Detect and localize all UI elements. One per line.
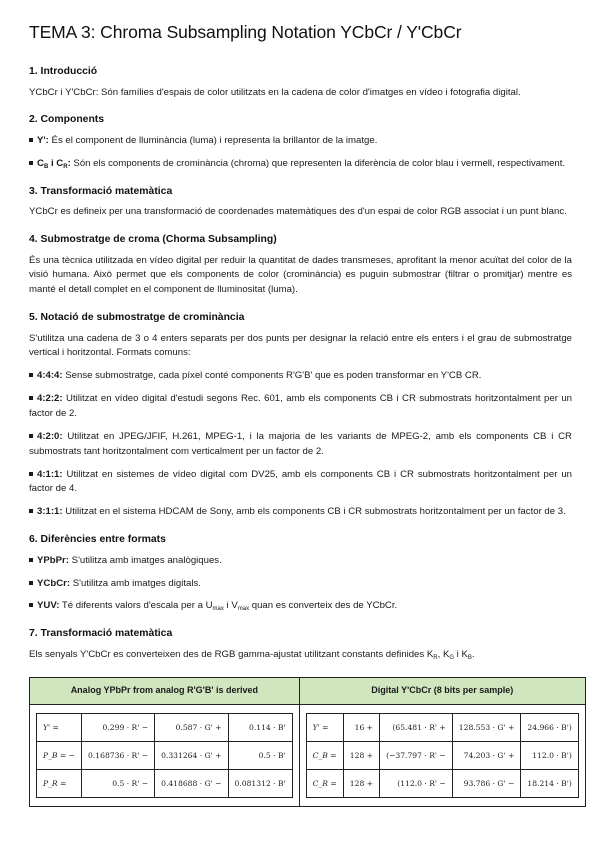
equation-row: [306, 741, 578, 769]
item-term: 3:1:1:: [37, 506, 63, 518]
item-text: Utilitzat en vídeo digital d'estudi segons Rec. 601, amb els components CB i CR submostrats horitzontalment per un factor de 2.: [29, 393, 572, 420]
item-term: [37, 158, 71, 169]
item-term: Y':: [37, 134, 49, 146]
item-term: YPbPr:: [37, 554, 69, 566]
section-heading: 1. Introducció: [29, 66, 98, 77]
paragraph: [29, 648, 572, 663]
equation-row: [37, 741, 293, 769]
term-subscript: B: [43, 163, 49, 170]
item-text: quan es converteix des de YCbCr.: [249, 600, 398, 612]
list-item: [29, 134, 572, 149]
paragraph: És una tècnica utilitzada en vídeo digital per reduir la quantitat de dades transmeses, aprofitant la menor acuïtat del color de la visió humana. Això permet que els components de color (crominància) es puguin submostrar (filtrar o promitjar) mentre es manté el detall complet en el component de lluminositat (luma).: [29, 254, 572, 296]
section-diferencies: [29, 533, 572, 614]
term-connector: i: [48, 157, 57, 169]
equation-row: [37, 713, 293, 741]
list-item: [29, 577, 572, 592]
equation-term: 0.114 · B': [228, 713, 292, 741]
bullet-square-icon: [29, 472, 33, 476]
item-text: Utilitzat en sistemes de vídeo digital com DV25, amb els components CB i CR submostrats horitzontalment per un factor de 4.: [29, 468, 572, 495]
paragraph: S'utilitza una cadena de 3 o 4 enters separats per dos punts per designar la relació entre els enters i el grau de submostratge vertical i horitzontal. Formats comuns:: [29, 332, 572, 359]
equation-lhs: C_B =: [306, 741, 343, 769]
equation-term: (112.0 · R' −: [380, 769, 453, 797]
item-term: YUV:: [37, 600, 60, 612]
bullet-square-icon: [29, 161, 33, 165]
list-item: [29, 430, 572, 460]
conversion-table: [29, 677, 586, 807]
bullet-square-icon: [29, 581, 33, 585]
paragraph: YCbCr i Y'CbCr: Són famílies d'espais de color utilitzats en la cadena de color d'imatges en vídeo i fotografia digital.: [29, 86, 521, 98]
equation-lhs: C_R =: [306, 769, 343, 797]
equation-term: 93.786 · G' −: [452, 769, 521, 797]
term-letter: C: [56, 157, 64, 169]
item-term: 4:1:1:: [37, 468, 63, 480]
paragraph-text: , K: [437, 648, 450, 660]
item-text: És el component de lluminància (luma) i representa la brillantor de la imatge.: [48, 134, 378, 146]
section-transformacio-2: [29, 627, 572, 806]
equation-lhs: Y' =: [37, 713, 82, 741]
subscript: G: [449, 654, 455, 661]
subscript: max: [212, 606, 224, 613]
equation-term: 0.081312 · B': [228, 769, 292, 797]
equation-lhs: P_R =: [37, 769, 82, 797]
item-text: Té diferents valors d'escala per a U: [59, 600, 213, 612]
equation-term: (−37.797 · R' −: [380, 741, 453, 769]
equation-lhs: P_B = −: [37, 741, 82, 769]
section-notacio: [29, 311, 572, 520]
digital-equations-cell: [299, 704, 585, 806]
section-heading: 7. Transformació matemàtica: [29, 628, 173, 640]
equation-term: 74.203 · G' +: [452, 741, 521, 769]
item-term: 4:2:0:: [37, 430, 63, 442]
equation-row: [37, 769, 293, 797]
item-text: Utilitzat en el sistema HDCAM de Sony, amb els components CB i CR submostrats horitzontalment per un factor de 3.: [62, 506, 566, 518]
list-item: [29, 369, 572, 384]
item-text: i V: [223, 600, 238, 612]
list-item: [29, 599, 572, 614]
list-item: [29, 157, 572, 172]
subscript: max: [237, 606, 250, 613]
analog-equations-cell: [30, 704, 300, 806]
paragraph-text: Els senyals Y'CbCr es converteixen des de RGB gamma-ajustat utilitzant constants definides K: [29, 648, 434, 660]
item-text: S'utilitza amb imatges digitals.: [70, 577, 201, 589]
paragraph: YCbCr es defineix per una transformació de coordenades matemàtiques des d'un espai de color RGB associat i un punt blanc.: [29, 206, 567, 218]
section-submostratge: [29, 233, 572, 298]
term-colon: :: [67, 157, 71, 169]
section-transformacio: [29, 185, 572, 220]
equation-row: [306, 769, 578, 797]
bullet-square-icon: [29, 138, 33, 142]
section-heading: 3. Transformació matemàtica: [29, 185, 173, 197]
bullet-square-icon: [29, 558, 33, 562]
equation-term: 128 +: [343, 769, 379, 797]
equation-term: 0.168736 · R' −: [82, 741, 155, 769]
subscript: R: [433, 654, 438, 661]
bullet-square-icon: [29, 396, 33, 400]
list-item: [29, 505, 572, 520]
bullet-square-icon: [29, 373, 33, 377]
section-components: [29, 113, 572, 171]
page-title: TEMA 3: Chroma Subsampling Notation YCbCr / Y'CbCr: [29, 22, 462, 42]
section-heading: 5. Notació de submostratge de crominància: [29, 312, 245, 324]
section-introduccio: [29, 65, 572, 100]
section-heading: 6. Diferències entre formats: [29, 534, 166, 546]
equation-term: 0.331264 · G' +: [155, 741, 228, 769]
equation-term: 0.5 · B': [228, 741, 292, 769]
equation-term: 16 +: [343, 713, 379, 741]
table-header-digital: Digital Y'CbCr (8 bits per sample): [299, 677, 585, 704]
item-text: S'utilitza amb imatges analògiques.: [69, 554, 222, 566]
term-subscript: R: [63, 163, 68, 170]
section-heading: 4. Submostratge de croma (Chorma Subsampling): [29, 233, 277, 245]
equation-term: 128.553 · G' +: [452, 713, 521, 741]
equation-term: 0.418688 · G' −: [155, 769, 228, 797]
list-item: [29, 554, 572, 569]
equation-term: (65.481 · R' +: [380, 713, 453, 741]
subscript: B: [467, 654, 472, 661]
equation-term: 128 +: [343, 741, 379, 769]
list-item: [29, 468, 572, 498]
item-term: 4:4:4:: [37, 370, 63, 382]
paragraph-text: .: [471, 648, 475, 660]
item-text: Són els components de crominància (chroma) que representen la diferència de color blau i vermell, respectivament.: [70, 157, 566, 169]
list-item: [29, 392, 572, 422]
section-heading: 2. Components: [29, 114, 105, 126]
table-header-analog: Analog YPbPr from analog R'G'B' is derived: [30, 677, 300, 704]
equation-term: 0.587 · G' +: [155, 713, 228, 741]
paragraph-text: i K: [454, 648, 468, 660]
bullet-square-icon: [29, 434, 33, 438]
digital-equations: [306, 713, 579, 798]
bullet-square-icon: [29, 509, 33, 513]
equation-row: [306, 713, 578, 741]
equation-lhs: Y' =: [306, 713, 343, 741]
equation-term: 0.299 · R' −: [82, 713, 155, 741]
item-term: 4:2:2:: [37, 393, 63, 405]
equation-term: 0.5 · R' −: [82, 769, 155, 797]
item-term: YCbCr:: [37, 577, 71, 589]
item-text: Utilitzat en JPEG/JFIF, H.261, MPEG-1, i la majoria de les variants de MPEG-2, amb els components CB i CR submostrats tant horitzontalment com verticalment per un factor de 2.: [29, 430, 572, 457]
item-text: Sense submostratge, cada píxel conté components R'G'B' que es poden transformar en Y'CB CR.: [62, 370, 482, 382]
equation-term: 18.214 · B'): [521, 769, 578, 797]
term-letter: C: [37, 157, 44, 169]
equation-term: 112.0 · B'): [521, 741, 578, 769]
equation-term: 24.966 · B'): [521, 713, 578, 741]
bullet-square-icon: [29, 603, 33, 607]
analog-equations: [36, 713, 293, 798]
